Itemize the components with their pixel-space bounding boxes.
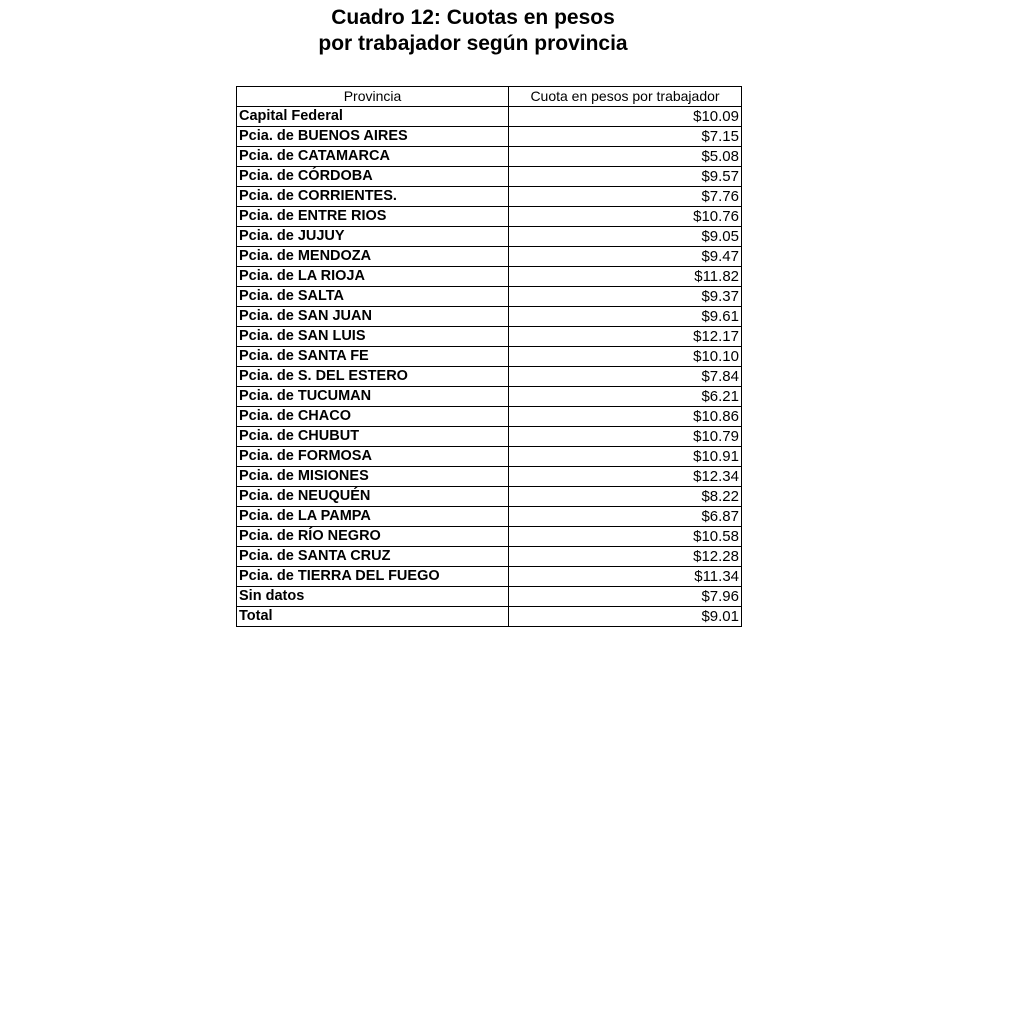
cuota-cell: $10.76 bbox=[509, 207, 742, 227]
table-row bbox=[237, 127, 742, 147]
table-row bbox=[237, 427, 742, 447]
table-row bbox=[237, 107, 742, 127]
cuota-cell: $9.61 bbox=[509, 307, 742, 327]
cuota-cell: $9.01 bbox=[509, 607, 742, 627]
table-row bbox=[237, 607, 742, 627]
provincia-cell: Pcia. de BUENOS AIRES bbox=[237, 127, 509, 147]
table-row bbox=[237, 447, 742, 467]
table-row bbox=[237, 167, 742, 187]
table-row bbox=[237, 467, 742, 487]
table-row bbox=[237, 267, 742, 287]
provincia-cell: Pcia. de CHACO bbox=[237, 407, 509, 427]
cuota-cell: $12.34 bbox=[509, 467, 742, 487]
cuota-cell: $11.82 bbox=[509, 267, 742, 287]
provincia-cell: Total bbox=[237, 607, 509, 627]
cuota-cell: $10.91 bbox=[509, 447, 742, 467]
cuota-cell: $5.08 bbox=[509, 147, 742, 167]
column-header-cuota: Cuota en pesos por trabajador bbox=[509, 87, 742, 107]
provincia-cell: Pcia. de SAN LUIS bbox=[237, 327, 509, 347]
cuota-cell: $10.09 bbox=[509, 107, 742, 127]
table-row bbox=[237, 547, 742, 567]
cuota-cell: $9.05 bbox=[509, 227, 742, 247]
provincia-cell: Pcia. de JUJUY bbox=[237, 227, 509, 247]
provincia-cell: Pcia. de SANTA FE bbox=[237, 347, 509, 367]
provincia-cell: Pcia. de SANTA CRUZ bbox=[237, 547, 509, 567]
table-body bbox=[237, 107, 742, 627]
table-row bbox=[237, 347, 742, 367]
table-row bbox=[237, 487, 742, 507]
provincia-cell: Pcia. de TUCUMAN bbox=[237, 387, 509, 407]
provincia-cell: Pcia. de NEUQUÉN bbox=[237, 487, 509, 507]
provincia-cell: Sin datos bbox=[237, 587, 509, 607]
provincia-cell: Pcia. de CORRIENTES. bbox=[237, 187, 509, 207]
provincia-cell: Pcia. de FORMOSA bbox=[237, 447, 509, 467]
provincia-cell: Pcia. de MENDOZA bbox=[237, 247, 509, 267]
cuota-cell: $11.34 bbox=[509, 567, 742, 587]
table-row bbox=[237, 587, 742, 607]
cuota-cell: $9.47 bbox=[509, 247, 742, 267]
cuota-cell: $6.87 bbox=[509, 507, 742, 527]
cuota-cell: $7.96 bbox=[509, 587, 742, 607]
cuota-cell: $12.28 bbox=[509, 547, 742, 567]
table-row bbox=[237, 147, 742, 167]
table-row bbox=[237, 287, 742, 307]
column-header-provincia: Provincia bbox=[237, 87, 509, 107]
cuota-cell: $10.58 bbox=[509, 527, 742, 547]
cuota-cell: $6.21 bbox=[509, 387, 742, 407]
table-row bbox=[237, 407, 742, 427]
provincia-cell: Pcia. de RÍO NEGRO bbox=[237, 527, 509, 547]
provincia-cell: Pcia. de CHUBUT bbox=[237, 427, 509, 447]
cuota-cell: $9.37 bbox=[509, 287, 742, 307]
provincia-cell: Pcia. de SALTA bbox=[237, 287, 509, 307]
quota-table bbox=[236, 86, 742, 627]
provincia-cell: Pcia. de MISIONES bbox=[237, 467, 509, 487]
table-row bbox=[237, 227, 742, 247]
cuota-cell: $12.17 bbox=[509, 327, 742, 347]
cuota-cell: $8.22 bbox=[509, 487, 742, 507]
table-row bbox=[237, 247, 742, 267]
table-row bbox=[237, 507, 742, 527]
cuota-cell: $7.15 bbox=[509, 127, 742, 147]
table-row bbox=[237, 327, 742, 347]
table-row bbox=[237, 367, 742, 387]
cuota-cell: $10.79 bbox=[509, 427, 742, 447]
title-line-2: por trabajador según provincia bbox=[318, 32, 628, 55]
table-row bbox=[237, 307, 742, 327]
cuota-cell: $10.10 bbox=[509, 347, 742, 367]
provincia-cell: Pcia. de SAN JUAN bbox=[237, 307, 509, 327]
cuota-cell: $7.84 bbox=[509, 367, 742, 387]
title-line-1: Cuadro 12: Cuotas en pesos bbox=[331, 6, 615, 29]
provincia-cell: Pcia. de CÓRDOBA bbox=[237, 167, 509, 187]
provincia-cell: Pcia. de LA PAMPA bbox=[237, 507, 509, 527]
provincia-cell: Capital Federal bbox=[237, 107, 509, 127]
table-row bbox=[237, 187, 742, 207]
cuota-cell: $9.57 bbox=[509, 167, 742, 187]
table-row bbox=[237, 387, 742, 407]
page-title bbox=[236, 5, 710, 57]
provincia-cell: Pcia. de LA RIOJA bbox=[237, 267, 509, 287]
provincia-cell: Pcia. de CATAMARCA bbox=[237, 147, 509, 167]
table-header-row bbox=[237, 87, 742, 107]
provincia-cell: Pcia. de S. DEL ESTERO bbox=[237, 367, 509, 387]
provincia-cell: Pcia. de ENTRE RIOS bbox=[237, 207, 509, 227]
provincia-cell: Pcia. de TIERRA DEL FUEGO bbox=[237, 567, 509, 587]
cuota-cell: $10.86 bbox=[509, 407, 742, 427]
cuota-cell: $7.76 bbox=[509, 187, 742, 207]
table-row bbox=[237, 527, 742, 547]
table-row bbox=[237, 567, 742, 587]
table-row bbox=[237, 207, 742, 227]
